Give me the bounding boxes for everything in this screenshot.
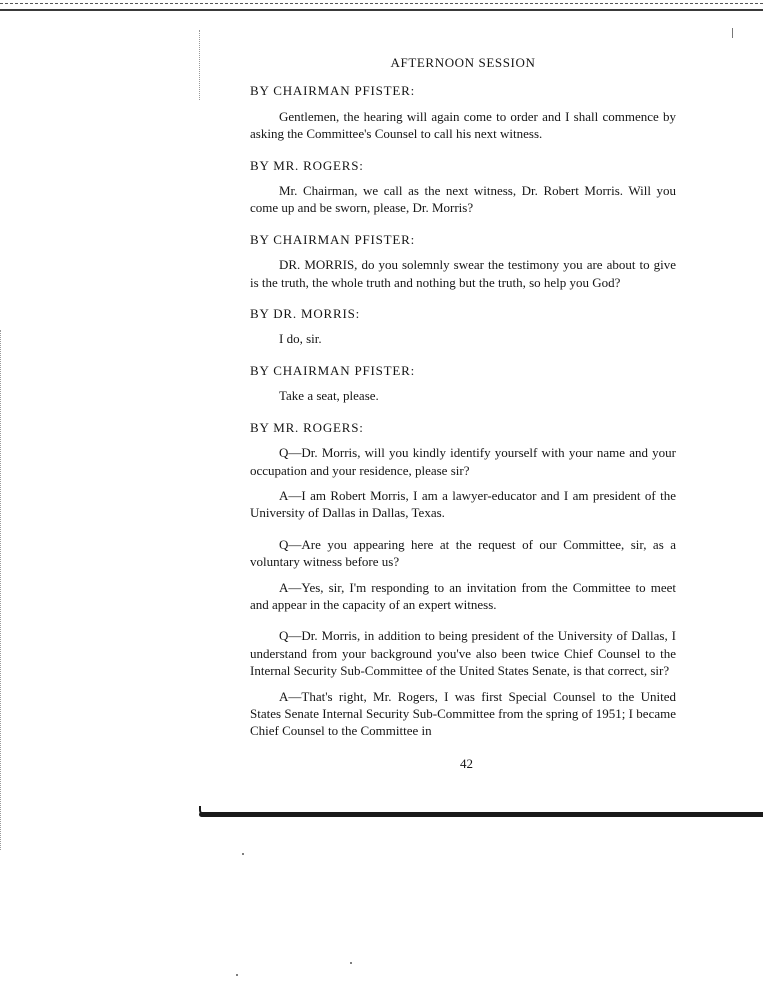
speaker-label: BY CHAIRMAN PFISTER: (250, 231, 416, 247)
margin-mark (199, 30, 201, 100)
answer-paragraph: A—I am Robert Morris, I am a lawyer-educator and I am president of the University of Dallas in Dallas, Texas. (250, 487, 676, 521)
speaker-block (250, 157, 676, 217)
speaker-block (250, 305, 676, 348)
speaker-block (250, 362, 676, 405)
speaker-block (250, 231, 676, 291)
question-paragraph: Q—Are you appearing here at the request of our Committee, sir, as a voluntary witness before us? (250, 536, 676, 570)
question-paragraph: Q—Dr. Morris, will you kindly identify yourself with your name and your occupation and your residence, please sir? (250, 445, 676, 478)
left-edge-speckle (0, 330, 3, 850)
speaker-block (250, 419, 676, 740)
speaker-label: BY DR. MORRIS: (250, 306, 361, 322)
scan-speck (236, 974, 238, 976)
paragraph: Mr. Chairman, we call as the next witness, Dr. Robert Morris. Will you come up and be sworn, please, Dr. Morris? (250, 183, 676, 216)
scan-speck (350, 962, 352, 964)
answer-paragraph: A—That's right, Mr. Rogers, I was first Special Counsel to the United States Senate Internal Security Sub-Committee from the spring of 1951; I became Chief Counsel to the Committee in (250, 688, 676, 739)
paragraph: I do, sir. (279, 331, 322, 347)
transcript-page (250, 54, 676, 754)
speaker-label: BY CHAIRMAN PFISTER: (250, 83, 416, 99)
margin-tick (732, 28, 733, 38)
speaker-label: BY MR. ROGERS: (250, 419, 364, 435)
speaker-label: BY CHAIRMAN PFISTER: (250, 362, 416, 378)
speaker-label: BY MR. ROGERS: (250, 157, 364, 173)
question-paragraph: Q—Dr. Morris, in addition to being president of the University of Dallas, I understand from your background you've also been twice Chief Counsel to the Internal Security Sub-Committee of the United States Senate, is that correct, sir? (250, 628, 676, 679)
top-border-rule (0, 3, 763, 11)
paragraph: Gentlemen, the hearing will again come to order and I shall commence by asking the Committee's Counsel to call his next witness. (250, 108, 676, 142)
scan-speck (242, 853, 244, 855)
answer-paragraph: A—Yes, sir, I'm responding to an invitation from the Committee to meet and appear in the capacity of an expert witness. (250, 579, 676, 612)
bottom-border-rule (199, 812, 763, 817)
page-number: 42 (460, 756, 473, 771)
paragraph: Take a seat, please. (279, 388, 379, 404)
session-title: AFTERNOON SESSION (390, 55, 536, 70)
paragraph: DR. MORRIS, do you solemnly swear the testimony you are about to give is the truth, the whole truth and nothing but the truth, so help you God? (250, 257, 676, 290)
speaker-block (250, 82, 676, 142)
